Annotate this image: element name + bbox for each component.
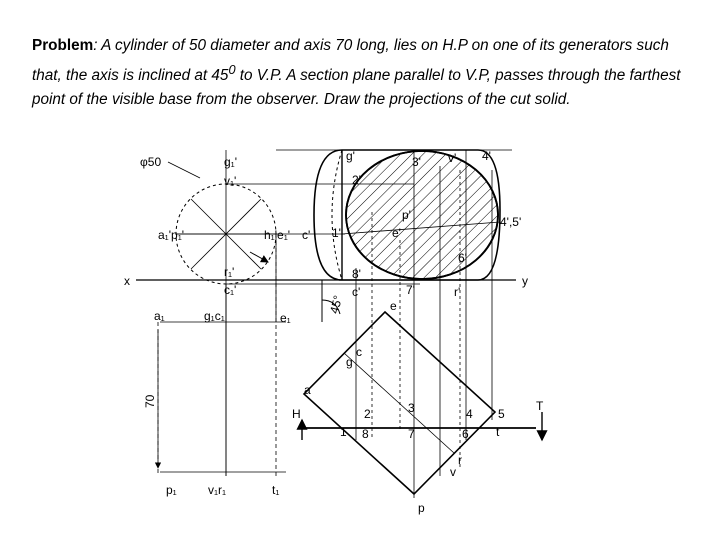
label-t1: t₁ <box>272 483 280 497</box>
diameter-leader <box>168 162 200 178</box>
label-vp: v' <box>448 151 457 165</box>
label-p: p <box>418 501 425 515</box>
label-ep: e' <box>392 226 401 240</box>
label-dim70: 70 <box>143 394 157 408</box>
label-H: H <box>292 407 301 421</box>
problem-text-part2: to V.P. A section plane parallel to V.P, passes through the farthest point of the visible base from the observer. Draw the projections of the cut solid. <box>32 67 681 109</box>
problem-keyword: Problem <box>32 37 94 54</box>
label-v1r1: v₁r₁ <box>208 483 227 497</box>
label-n7: 7 <box>408 427 415 441</box>
label-gp: g' <box>346 149 355 163</box>
label-y: y <box>522 274 528 288</box>
label-cp: c' <box>302 228 311 242</box>
label-n2: 2 <box>364 407 371 421</box>
label-pp: p' <box>402 208 411 222</box>
label-rp: r' <box>454 285 461 299</box>
label-a1p1: a₁'p₁' <box>158 228 185 242</box>
label-dia: φ50 <box>140 155 162 169</box>
label-p1: p₁ <box>166 483 177 497</box>
label-r: r <box>458 453 462 467</box>
label-cp2: c' <box>352 285 361 299</box>
label-r1p: r₁' <box>224 265 235 279</box>
hidden-base-arc <box>332 150 342 280</box>
label-v1p: v₁' <box>224 174 237 188</box>
label-c: c <box>356 345 362 359</box>
label-n3: 3 <box>408 401 415 415</box>
label-h1e1: h₁'e₁' <box>264 228 291 242</box>
label-2p: 2' <box>352 173 361 187</box>
label-c1p: c₁' <box>224 283 237 297</box>
label-t: t <box>496 425 500 439</box>
label-7p: 7' <box>406 283 415 297</box>
label-g: g <box>346 355 353 369</box>
label-a: a <box>304 383 311 397</box>
label-3p: 3' <box>412 155 421 169</box>
label-8p: 8' <box>352 267 361 281</box>
label-45p: 4',5' <box>500 215 522 229</box>
label-e1: e₁ <box>280 311 291 325</box>
problem-text-part1: : A cylinder of 50 diameter and axis 70 long, lies on H.P on one of its generators such that, the axis is inclined at 45 <box>32 37 669 85</box>
label-n6: 6 <box>462 427 469 441</box>
label-n1: 1 <box>340 425 347 439</box>
label-angle: 45° <box>326 293 346 316</box>
top-axis <box>344 353 454 453</box>
label-g1c1: g₁c₁ <box>204 309 225 323</box>
label-e: e <box>390 299 397 313</box>
label-v: v <box>450 465 456 479</box>
label-a1: a₁ <box>154 309 165 323</box>
label-T: T <box>536 399 544 413</box>
degree-superscript: 0 <box>228 62 236 77</box>
label-n4: 4 <box>466 407 473 421</box>
label-6p: 6' <box>458 251 467 265</box>
label-n8: 8 <box>362 427 369 441</box>
label-g1p: g₁' <box>224 155 238 169</box>
label-n5: 5 <box>498 407 505 421</box>
label-4p: 4' <box>482 149 491 163</box>
auxiliary-circle-view <box>168 150 276 330</box>
label-1p: 1' <box>332 226 341 240</box>
label-x: x <box>124 274 130 288</box>
